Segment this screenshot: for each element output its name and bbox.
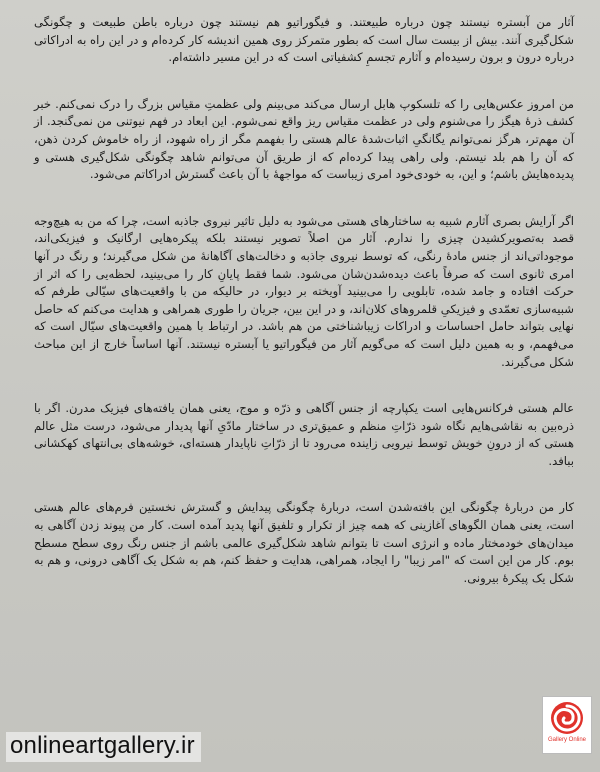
spiral-logo-icon: [550, 701, 584, 735]
paragraph-2: من امروز عکس‌هایی را که تلسکوپ هابل ارسال می‌کند می‌بینم ولی عظمتِ مقیاس بزرگ را درک نمی‌کنم. خبر کشف ذرهٔ هیگز را می‌شنوم ولی در عظمت مقیاس ریز واقع نمی‌شوم. این ابعاد در فهم نیوتنی من نمی‌گنجد. از آن مهم‌تر، هرگز نمی‌توانم یگانگیِ اثبات‌شدهٔ عالم هستی را بفهمم مگر از راه شهود، از راه خاموش کردن ذهن، که آن را هم بلد نیستم. ولی راهی پیدا کرده‌ام که از طریق آن می‌توانم شاهد چگونگی شکل‌گیری هستی و پدیده‌هایش باشم؛ و این، به خودی‌خود امری زیباست که مواجههٔ با آن باعث گسترش ادراکاتم می‌شود.: [34, 96, 574, 182]
paragraph-3: اگر آرایش بصری آثارم شبیه به ساختارهای هستی می‌شود به دلیل تاثیر نیروی جاذبه است، چرا که من به هیچ‌وجه قصد به‌تصویرکشیدن چیزی را ندارم. آثار من اصلاً تصویر نیستند بلکه پیکره‌هایی ارگانیک و فیزیکی‌اند، موجوداتی‌اند از جنس مادهٔ رنگی، که توسط نیروی جاذبه و دخالت‌های آگاهانهٔ من شکل می‌گیرند؛ و رنگ در آنها امری ثانوی است که صرفاً باعث دیده‌شدن‌شان می‌شود. شما فقط پایانِ کار را می‌بینید، لحظه‌یی را که اثر از حرکت افتاده و جامد شده، تابلویی را می‌بینید آویخته بر دیوار، در حالیکه من با واقعیت‌های سیّالی طرفم که شبیه‌سازی تعمّدی و فیزیکیِ قلمروهای کلان‌اند، و در این بین، جریان را طوری همراهی و هدایت می‌کنم که حاصل نهایی بتواند حامل احساسات و ادراکات زیباشناختی من هم باشد. در ارتباط با همین واقعیت‌های سیّال است که می‌فهمم، و به همین دلیل است که می‌گویم آثار من فیگوراتیو یا آبستره نیستند. آنها اساساً خارج از این مباحث شکل می‌گیرند.: [34, 213, 574, 369]
site-url-watermark: onlineartgallery.ir: [6, 732, 201, 762]
gallery-logo: [542, 696, 592, 754]
watermark-footer: [0, 726, 600, 772]
article-text: [34, 14, 574, 587]
paragraph-4: عالم هستی فرکانس‌هایی است یکپارچه از جنس آگاهی و ذرّه و موج، یعنی همان یافته‌های فیزیک مدرن. اگر با ذره‌بین به نقاشی‌هایم نگاه شود ذرّاتِ منظم و عمیق‌تری در ساختار مادّیِ آنها پدیدار می‌شود، درست مثل عالم هستی که از درونِ خویش توسط نیرویی زاینده می‌رود تا از ذرّاتِ ناپایدار هسته‌ای، خوشه‌های بی‌انتهای کهکشانی ببافد.: [34, 401, 574, 468]
logo-caption: Gallery Online: [547, 737, 586, 743]
paragraph-1: آثار من آبستره نیستند چون درباره طبیعتند. و فیگوراتیو هم نیستند چون درباره باطن طبیعت و چگونگی شکل‌گیری آنند. بیش از بیست سال است که بطور متمرکز روی همین اندیشه کار کرده‌ام و در این راه به ادراکاتی درباره درون و برون رسیده‌ام و آثارم تجسمِ کشفیاتی است که در این مسیر داشته‌ام.: [34, 15, 574, 65]
paragraph-5: کار من دربارهٔ چگونگی این بافته‌شدن است، دربارهٔ چگونگی پیدایش و گسترش نخستین فرم‌های عالم هستی است، یعنی همان الگوهای آغازینی که همه چیز از تکرار و تلفیق آنها پدید آمده است. کار من پیوند زدن آگاهی به میدان‌های خودمختار ماده و انرژی است تا بتوانم شاهد شکل‌گیری عالمی باشم از جنس رنگ روی سطح مسطح بوم. کار من این است که "امر زیبا" را ایجاد، همراهی، هدایت و حفظ کنم، هم به شکل یک آگاهی درونی، و هم به شکل یک پیکرهٔ بیرونی.: [34, 500, 574, 585]
